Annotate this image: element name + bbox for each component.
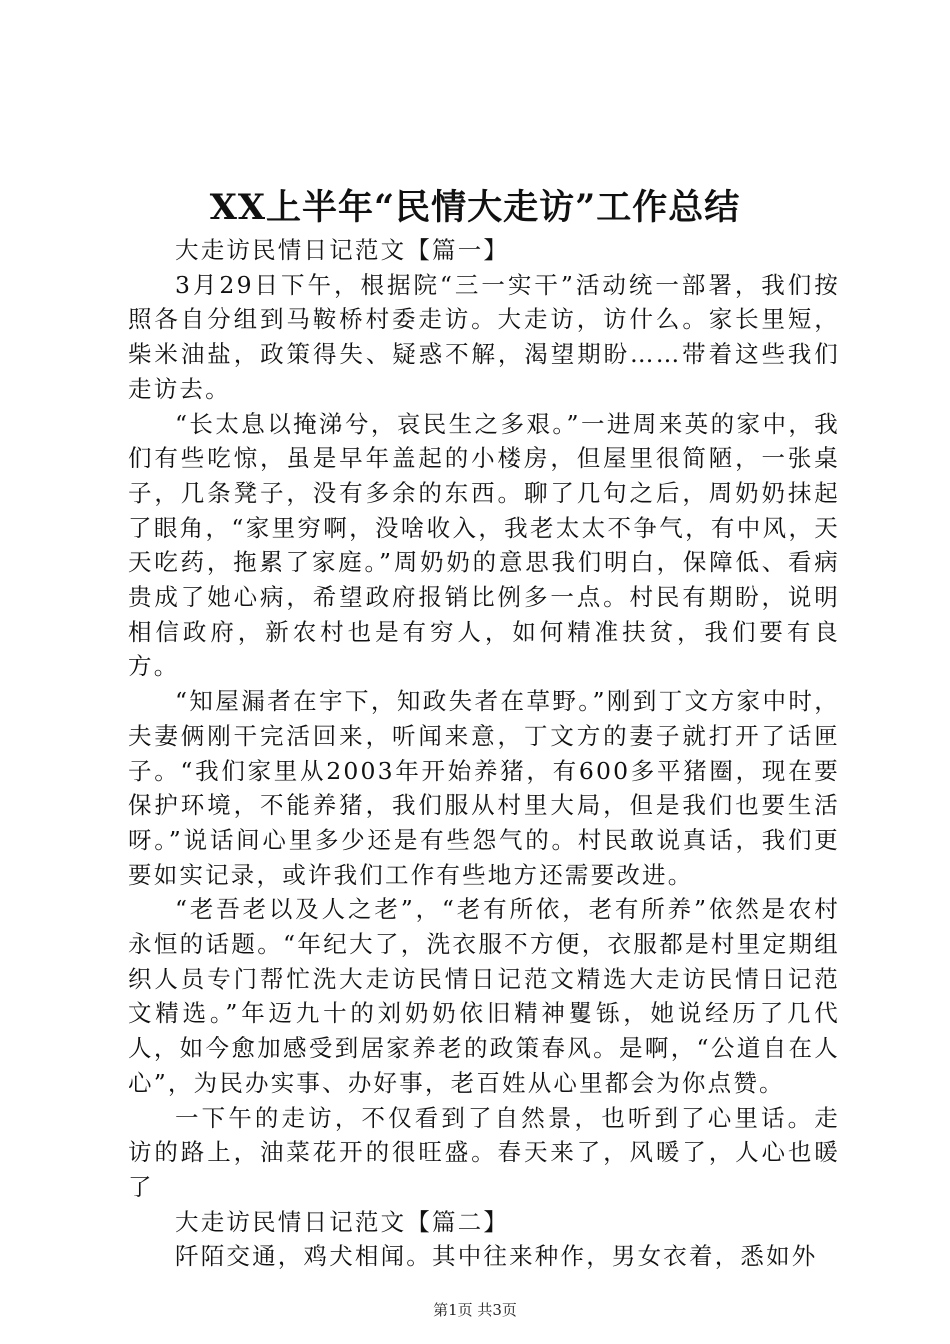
body-paragraph: “长太息以掩涕兮，哀民生之多艰。”一进周来英的家中，我们有些吃惊，虽是早年盖起的小楼房，但屋里很简陋，一张桌子，几条凳子，没有多余的东西。聊了几句之后，周奶奶抹起了眼角，“家里穷啊，没啥收入，我老太太不争气，有中风，天天吃药，拖累了家庭。”周奶奶的意思我们明白，保障低、看病贵成了她心病，希望政府报销比例多一点。村民有期盼，说明相信政府，新农村也是有穷人，如何精准扶贫，我们要有良方。 — [128, 409, 840, 681]
body-paragraph: 3月29日下午，根据院“三一实干”活动统一部署，我们按照各自分组到马鞍桥村委走访。大走访，访什么。家长里短，柴米油盐，政策得失、疑惑不解，渴望期盼……带着这些我们走访去。 — [128, 270, 840, 403]
document-title: XX上半年“民情大走访”工作总结 — [209, 187, 741, 228]
section-heading: 大走访民情日记范文【篇一】 — [175, 236, 510, 264]
body-paragraph: “知屋漏者在宇下，知政失者在草野。”刚到丁文方家中时，夫妻俩刚干完活回来，听闻来意，丁文方的妻子就打开了话匣子。“我们家里从2003年开始养猪，有600多平猪圈，现在要保护环境，不能养猪，我们服从村里大局，但是我们也要生活呀。”说话间心里多少还是有些怨气的。村民敢说真话，我们更要如实记录，或许我们工作有些地方还需要改进。 — [128, 687, 840, 889]
page-number: 第1页 共3页 — [433, 1301, 517, 1319]
document-body — [128, 233, 840, 1274]
section-heading: 大走访民情日记范文【篇二】 — [175, 1207, 510, 1236]
body-paragraph: 阡陌交通，鸡犬相闻。其中往来种作，男女衣着，悉如外 — [175, 1242, 818, 1271]
body-paragraph: “老吾老以及人之老”，“老有所依，老有所养”依然是农村永恒的话题。“年纪大了，洗衣服不方便，衣服都是村里定期组织人员专门帮忙洗大走访民情日记范文精选大走访民情日记范文精选。”年迈九十的刘奶奶依旧精神矍铄，她说经历了几代人，如今愈加感受到居家养老的政策春风。是啊，“公道自在人心”，为民办实事、办好事，老百姓从心里都会为你点赞。 — [128, 895, 840, 1097]
body-paragraph: 一下午的走访，不仅看到了自然景，也听到了心里话。走访的路上，油菜花开的很旺盛。春天来了，风暖了，人心也暖了 — [128, 1103, 840, 1201]
